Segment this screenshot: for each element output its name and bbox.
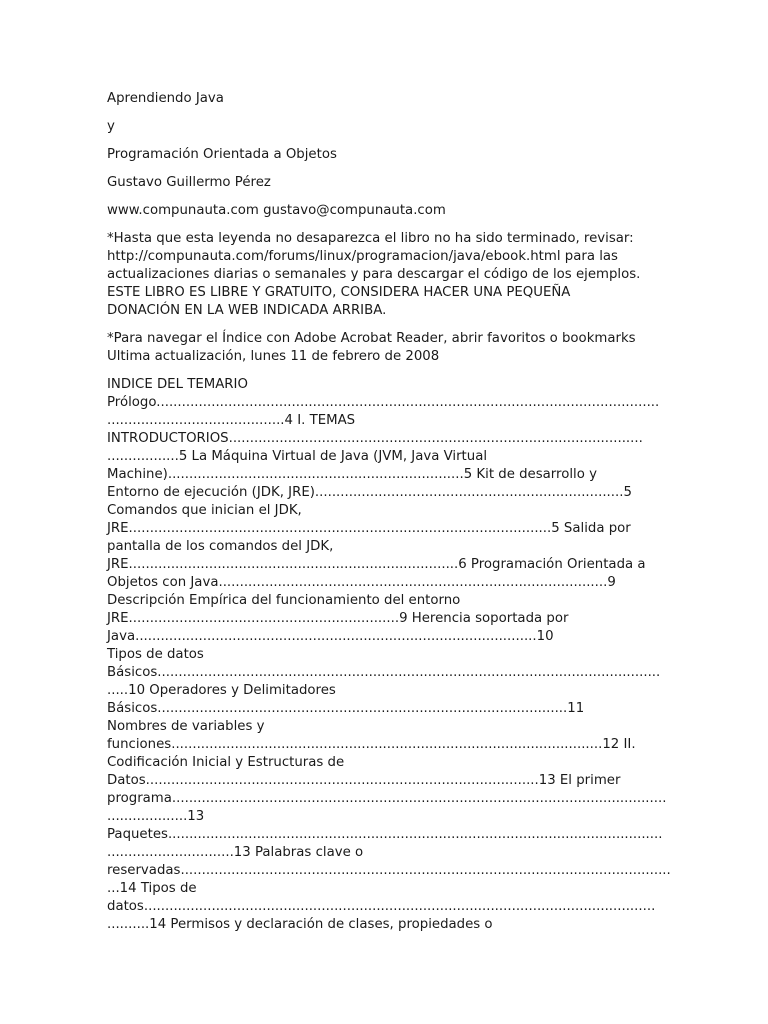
- notice-line: *Hasta que esta leyenda no desaparezca el libro no ha sido terminado, revisar:: [107, 231, 634, 246]
- toc-line: ..........................................4 I. TEMAS: [107, 413, 356, 428]
- author-name: Gustavo Guillermo Pérez: [107, 175, 271, 190]
- contact-info: www.compunauta.com gustavo@compunauta.com: [107, 203, 446, 218]
- toc-line: ...14 Tipos de: [107, 881, 197, 896]
- toc-line: datos.........................................................................................................................: [107, 899, 656, 914]
- toc-line: ..........14 Permisos y declaración de clases, propiedades o: [107, 917, 493, 932]
- document-page: [107, 90, 671, 934]
- toc-line: programa.....................................................................................................................: [107, 791, 667, 806]
- toc-line: ..............................13 Palabras clave o: [107, 845, 364, 860]
- title-conjunction: y: [107, 119, 115, 134]
- book-title: Aprendiendo Java: [107, 91, 224, 106]
- navigation-note: [107, 330, 659, 366]
- toc-line: Codificación Inicial y Estructuras de: [107, 755, 345, 770]
- toc-line: Nombres de variables y: [107, 719, 265, 734]
- toc-line: JRE....................................................................................................5 Salida por: [107, 521, 631, 536]
- toc-line: funciones......................................................................................................12 II.: [107, 737, 636, 752]
- toc-line: Prólogo.......................................................................................................................: [107, 395, 660, 410]
- toc-line: JRE................................................................9 Herencia soportada por: [107, 611, 569, 626]
- notice-line: DONACIÓN EN LA WEB INDICADA ARRIBA.: [107, 303, 387, 318]
- notice-paragraph: [107, 230, 659, 320]
- toc-line: pantalla de los comandos del JDK,: [107, 539, 334, 554]
- last-updated-line: Ultima actualización, lunes 11 de febrero de 2008: [107, 349, 440, 364]
- toc-line: .................5 La Máquina Virtual de Java (JVM, Java Virtual: [107, 449, 488, 464]
- notice-line: http://compunauta.com/forums/linux/programacion/java/ebook.html para las: [107, 249, 618, 264]
- toc-line: Descripción Empírica del funcionamiento del entorno: [107, 593, 461, 608]
- toc-line: Paquetes.....................................................................................................................: [107, 827, 663, 842]
- toc-line: Comandos que inician el JDK,: [107, 503, 302, 518]
- navigation-note-line: *Para navegar el Índice con Adobe Acrobat Reader, abrir favoritos o bookmarks: [107, 331, 636, 346]
- toc-line: reservadas....................................................................................................................: [107, 863, 671, 878]
- notice-line: actualizaciones diarias o semanales y para descargar el código de los ejemplos.: [107, 267, 641, 282]
- toc-heading: INDICE DEL TEMARIO: [107, 377, 248, 392]
- toc-line: Machine)......................................................................5 Kit de desarrollo y: [107, 467, 597, 482]
- toc-line: Básicos.................................................................................................11: [107, 701, 585, 716]
- toc-line: Básicos.......................................................................................................................: [107, 665, 661, 680]
- table-of-contents: [107, 376, 671, 934]
- toc-line: INTRODUCTORIOS..................................................................................................: [107, 431, 643, 446]
- book-subtitle: Programación Orientada a Objetos: [107, 147, 337, 162]
- toc-line: ...................13: [107, 809, 205, 824]
- toc-line: Java...............................................................................................10: [107, 629, 554, 644]
- toc-line: .....10 Operadores y Delimitadores: [107, 683, 336, 698]
- notice-line: ESTE LIBRO ES LIBRE Y GRATUITO, CONSIDERA HACER UNA PEQUEÑA: [107, 285, 571, 300]
- toc-line: Entorno de ejecución (JDK, JRE).........................................................................5: [107, 485, 632, 500]
- toc-line: JRE..............................................................................6 Programación Orientada a: [107, 557, 646, 572]
- toc-line: Datos.............................................................................................13 El primer: [107, 773, 621, 788]
- toc-line: Tipos de datos: [107, 647, 204, 662]
- toc-line: Objetos con Java............................................................................................9: [107, 575, 616, 590]
